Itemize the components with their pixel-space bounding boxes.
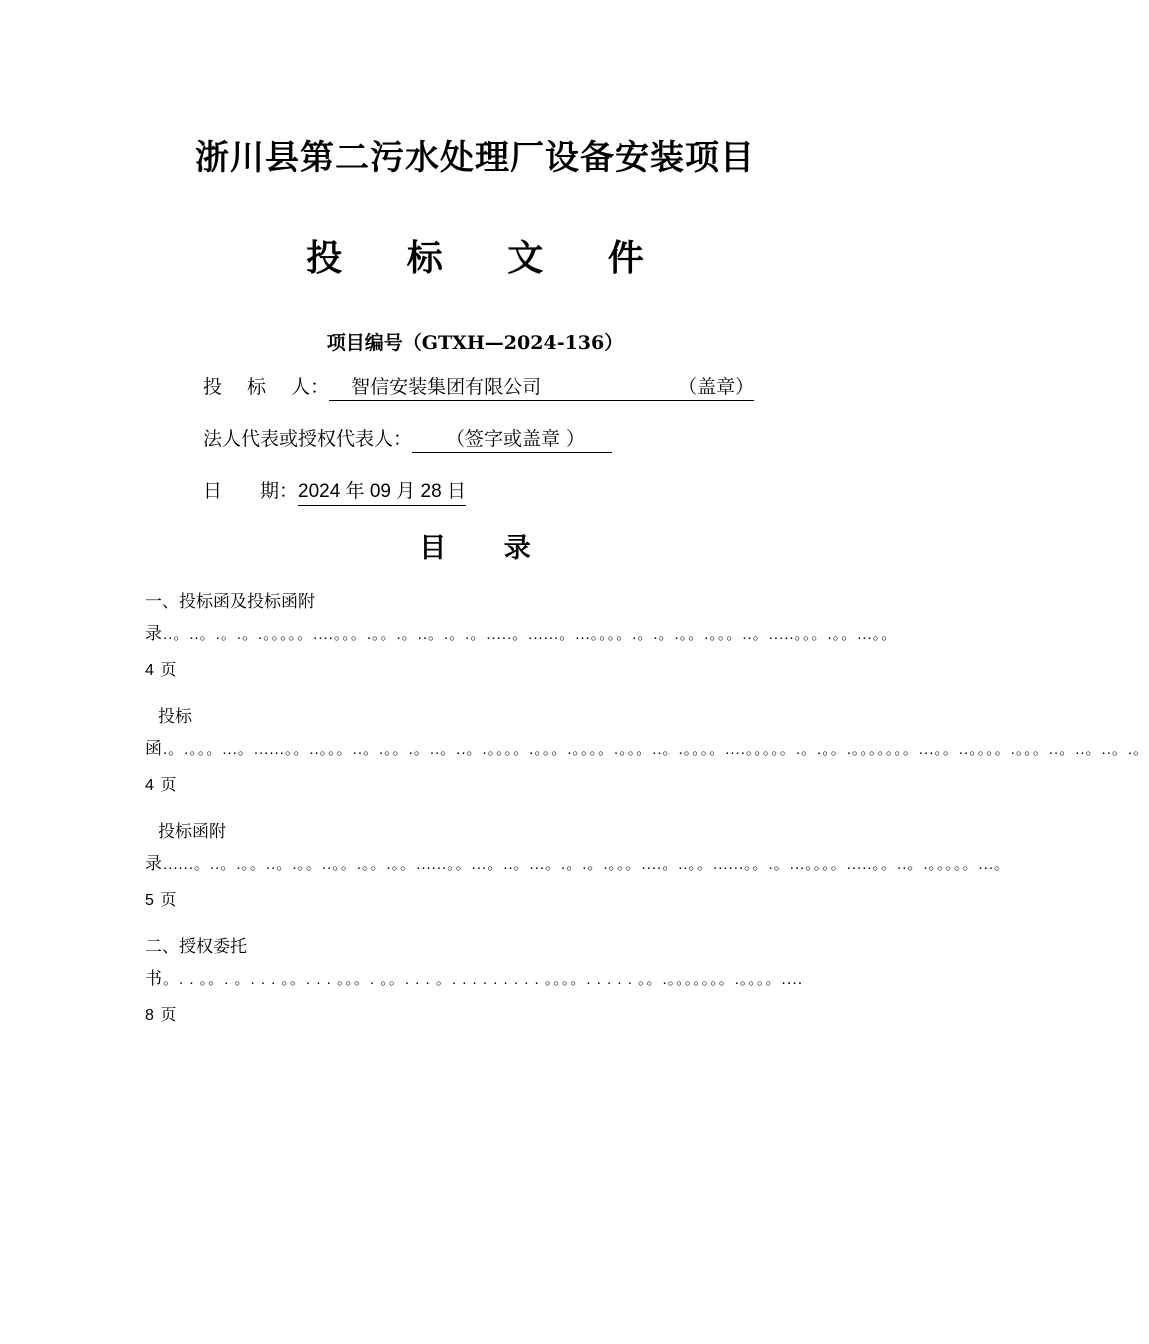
bidder-label: 投 标 人： [203, 376, 330, 398]
representative-line [203, 424, 612, 453]
toc-entry-dots: ..。..。.。.。.。。。。。....。。。.。。.。..。.。.。.....。......。...。。。。.。.。.。。.。。。..。.....。。。.。。...。。 [163, 626, 898, 643]
toc-entry-leader [145, 846, 1011, 919]
toc-entry [145, 703, 1149, 804]
toc-entry-page: ....8 页 [145, 971, 804, 1024]
bidder-line [203, 372, 754, 401]
toc-entry-lead-char: 函 [145, 739, 163, 759]
toc-entry-dots: 。. . 。。. 。. . . 。。. . . 。。。. 。。. . . 。. . . . . . . . . 。。。。. . . . . 。。.。。。。。。。.。。。。 [163, 971, 782, 988]
project-number: 项目编号（GTXH—2024-136） [326, 332, 624, 354]
date-line [203, 476, 466, 506]
toc-entry-lead-char: 录 [145, 854, 163, 874]
toc-entry-heading: 一、投标函及投标函附 [145, 592, 315, 612]
toc-entry-page: 5 页 [145, 892, 178, 909]
toc-entry-heading: 二、授权委托 [145, 937, 247, 957]
date-value: 2024 年 09 月 28 日 [298, 479, 466, 506]
toc-entry-heading: 投标函附 [158, 822, 226, 842]
table-of-contents [145, 588, 1149, 1048]
bidder-value: 智信安装集团有限公司 [351, 376, 542, 398]
toc-entry [145, 933, 810, 1034]
representative-value: （签字或盖章 ） [412, 426, 612, 453]
toc-entry-leader [145, 961, 810, 1034]
bidder-stamp: （盖章） [678, 376, 755, 398]
date-label: 日 期： [203, 480, 299, 502]
document-subtitle: 投 标 文 件 [306, 237, 670, 279]
toc-entry-dots: ......。..。.。。..。.。。..。。.。。.。。......。。...。..。...。.。.。.。。。....。..。。......。。.。...。。。。.....。。..。.。。。。。...。 [163, 856, 1011, 873]
toc-entry-page: 4 页 [145, 662, 178, 679]
bidder-field [329, 374, 754, 401]
toc-entry-leader [145, 731, 1149, 804]
representative-label: 法人代表或授权代表人： [203, 428, 413, 450]
toc-entry-page: 4 页 [145, 777, 178, 794]
document-title: 浙川县第二污水处理厂设备安装项目 [195, 138, 755, 178]
toc-entry [145, 818, 1011, 919]
toc-title: 目 录 [419, 533, 555, 564]
toc-entry-lead-char: 书 [145, 969, 163, 989]
toc-entry [145, 588, 898, 689]
toc-entry-leader [145, 616, 898, 689]
toc-entry-lead-char: 录 [145, 624, 163, 644]
toc-entry-dots: .。.。。。...。......。。..。。。..。.。。.。..。..。.。。。。.。。。.。。。。.。。。..。.。。。。....。。。。。.。.。。.。。。。。。。...。。..。。。。.。。。..。..。..。.。 [163, 741, 1149, 758]
toc-entry-heading: 投标 [158, 707, 192, 727]
